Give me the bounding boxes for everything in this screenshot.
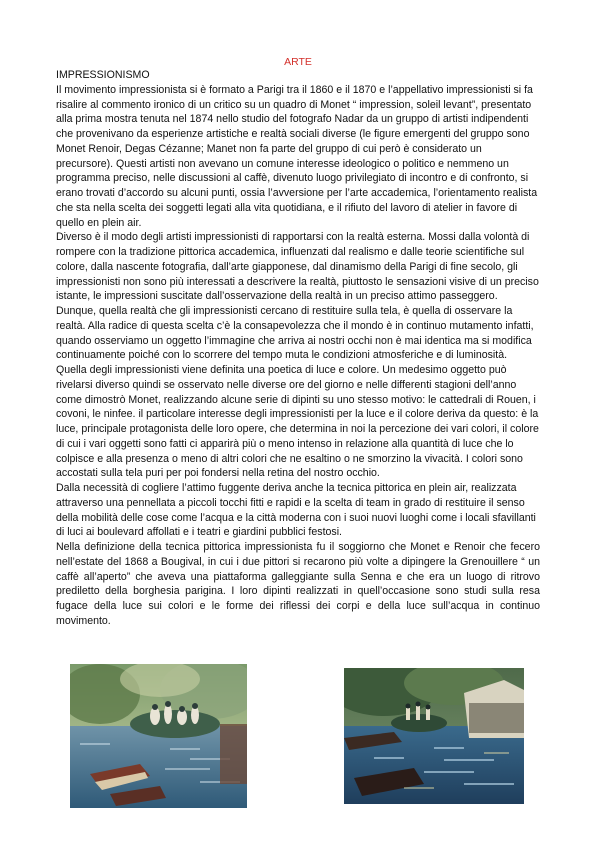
article-body bbox=[56, 68, 540, 629]
paragraph-1: Il movimento impressionista si è formato a Parigi tra il 1860 e il 1870 e l’appellativo impressionisti si fa risalire al commento ironico di un critico su un quadro di Monet “ impression, soleil levant”, presentato alla prima mostra tenuta nel 1874 nello studio del fotografo Nadar da un gruppo di artisti indipendenti che provenivano da esperienze artistiche e realtà sociali diverse (le figure emergenti del gruppo sono Monet Renoir, Degas Cézanne; Manet non fa parte del gruppo di cui però è considerato un precursore). Questi artisti non avevano un comune interesse ideologico o politico e nemmeno un programma preciso, nelle discussioni al caffè, divenuto luogo privilegiato di incontro e di confronto, si erano trovati d’accordo su alcuni punti, ossia l’avversione per l’arte accademica, l’orientamento realista che sta nella scelta dei soggetti legati alla vita quotidiana, e il rifiuto del lavoro di atelier in favore di quello en plein air. bbox=[56, 83, 538, 229]
painting-right bbox=[344, 668, 524, 804]
article-title: IMPRESSIONISMO bbox=[56, 69, 150, 81]
paragraph-2: Diverso è il modo degli artisti impressionisti di rapportarsi con la realtà esterna. Mossi dalla volontà di rompere con la tradizione pittorica accademica, influenzati dal realismo e dalle teorie scientifiche sul colore, dalla nascente fotografia, dall’arte giapponese, dal dinamismo della Parigi di fine secolo, gli impressionisti non sono più interessati a descrivere la realtà, piuttosto le sensazioni visive di un preciso istante, le impressioni suscitate dall’osservazione della realtà in un preciso attimo passeggero. Dunque, quella realtà che gli impressionisti cercano di restituire sulla tela, è quella di osservare la realtà. Alla radice di questa scelta c’è la consapevolezza che il mondo è in continuo mutamento infatti, quando osserviamo un oggetto l’immagine che arriva ai nostri occhi non è mai identica ma si modifica continuamente poiché con lo scorrere del tempo muta le condizioni atmosferiche e di luminosità. Quella degli impressionisti viene definita una poetica di luce e colore. Un medesimo oggetto può rivelarsi diverso quindi se osservato nelle diverse ore del giorno e nelle differenti stagioni dell’anno come dimostrò Monet, realizzando alcune serie di dipinti su uno stesso motivo: le cattedrali di Rouen, i covoni, le ninfee. il particolare interesse degli impressionisti per la luce e il colore deriva da questo: è la luce, principale protagonista delle loro opere, che determina in noi la percezione dei vari colori, il colore di cui i vari oggetti sono fatti ci apparirà più o meno intenso in relazione alla quantità di luce che lo colpisce e alla presenza o meno di altri colori che ne esaltino o ne smorzino la vivacità. I colori sono accostati sulla tela puri per poi fondersi nella retina del nostro occhio. bbox=[56, 231, 539, 480]
painting-left-image bbox=[70, 664, 247, 808]
paragraph-4: Nella definizione della tecnica pittorica impressionista fu il soggiorno che Monet e Renoir che fecero nell’estate del 1868 a Bougival, in cui i due pittori si recarono più volte a dipingere la Grenouillere “ un caffè all’aperto” che aveva una piattaforma galleggiante sulla Senna e che era un luogo di ritrovo prediletto della borghesia parigina. I loro dipinti realizzati in quell’occasione sono studi sulla resa fugace della luce sui colori e le forme dei riflessi dei corpi e della luce sull’acqua in continuo movimento. bbox=[56, 541, 540, 627]
paragraph-3: Dalla necessità di cogliere l’attimo fuggente deriva anche la tecnica pittorica en plein air, realizzata attraverso una pennellata a piccoli tocchi fitti e rapidi e la scelta di team in grado di restituire il senso della mobilità delle cose come l’acqua e la città moderna con i suoi nuovi luoghi come i locali sfavillanti di luci ai boulevard affollati e i teatri e giardini pubblici festosi. bbox=[56, 482, 536, 539]
subject-header: ARTE bbox=[284, 56, 312, 68]
painting-right-image bbox=[344, 668, 524, 804]
painting-left bbox=[70, 664, 247, 808]
